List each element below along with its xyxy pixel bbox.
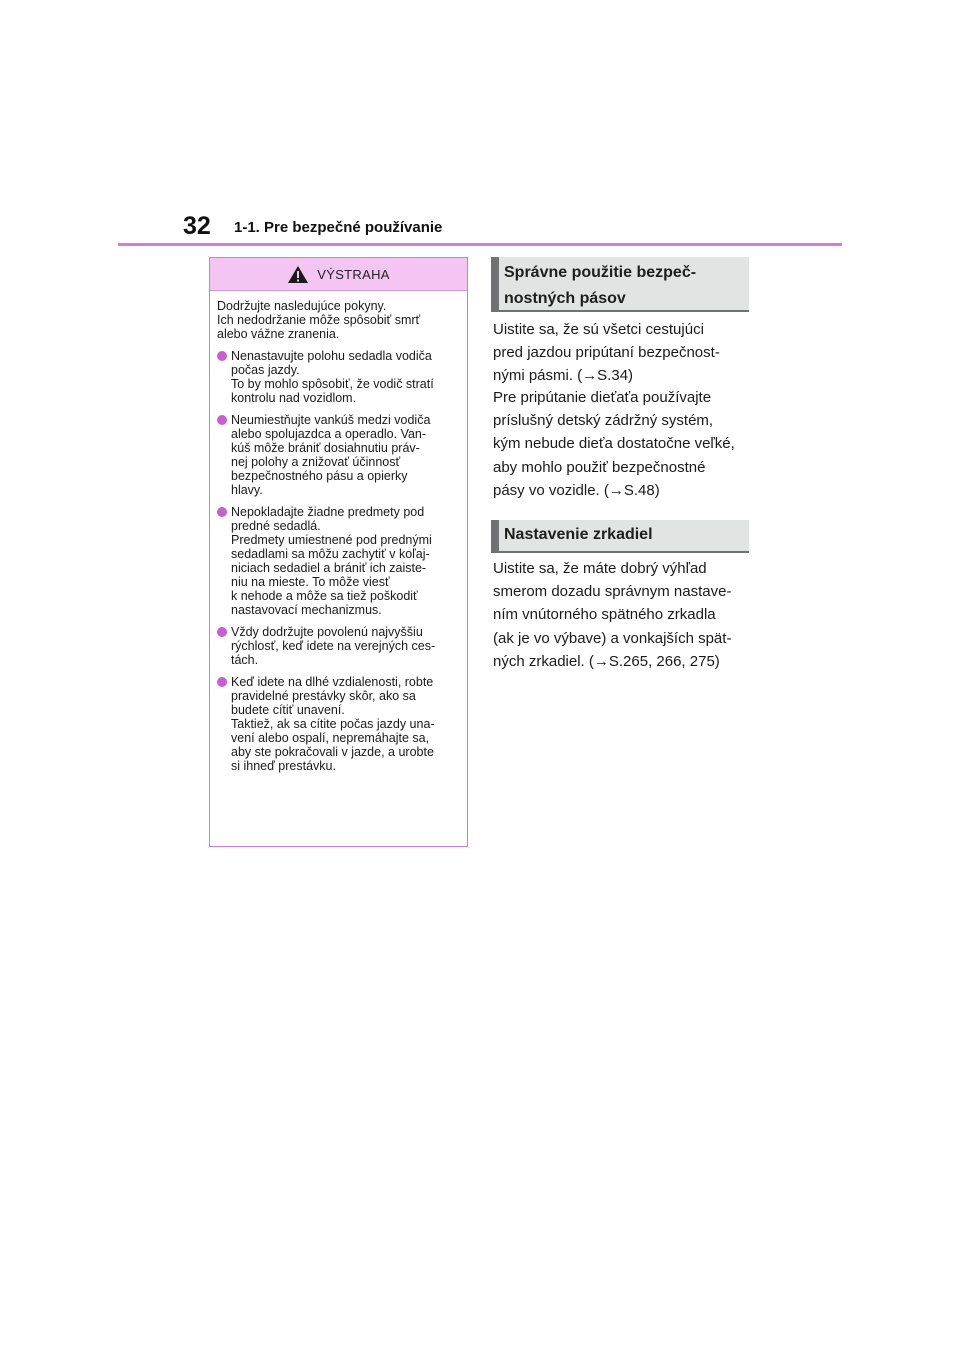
warning-intro: Dodržujte nasledujúce pokyny. Ich nedodržanie môže spôsobiť smrť alebo vážne zranenia.: [217, 299, 421, 341]
warning-item: [217, 349, 460, 405]
bullet-dot-icon: [217, 507, 227, 517]
warning-item-text: Nepokladajte žiadne predmety pod predné sedadlá. Predmety umiestnené pod prednými sedadlami sa môžu zachytiť v koľaj- niciach sedadiel a brániť ich zaiste- niu na mieste. To môže viesť k nehode a môže sa tiež poškodiť nastavovací mechanizmus.: [231, 505, 432, 617]
warning-item-text: Vždy dodržujte povolenú najvyššiu rýchlosť, keď idete na verejných ces- tách.: [231, 625, 436, 667]
bullet-dot-icon: [217, 415, 227, 425]
warning-item-text: Nenastavujte polohu sedadla vodiča počas jazdy. To by mohlo spôsobiť, že vodič stratí kontrolu nad vozidlom.: [231, 349, 434, 405]
warning-item: [217, 505, 460, 617]
warning-item: [217, 675, 460, 773]
warning-triangle-icon: [287, 265, 309, 284]
header-rule: [118, 243, 842, 246]
bullet-dot-icon: [217, 677, 227, 687]
bullet-dot-icon: [217, 627, 227, 637]
bullet-dot-icon: [217, 351, 227, 361]
warning-title: VÝSTRAHA: [317, 266, 390, 282]
seatbelts-heading: Správne použitie bezpeč- nostných pásov: [491, 257, 749, 312]
warning-body: [210, 291, 467, 773]
warning-item: [217, 413, 460, 497]
page-number: 32: [183, 212, 211, 240]
mirrors-heading: Nastavenie zrkadiel: [491, 520, 749, 553]
seatbelts-paragraph-2: Pre pripútanie dieťaťa používajte príslušný detský zádržný systém, kým nebude dieťa dostatočne veľké, aby mohlo použiť bezpečnostné pásy vo vozidle. (→S.48): [493, 389, 735, 499]
mirrors-paragraph: Uistite sa, že máte dobrý výhľad smerom dozadu správnym nastave- ním vnútorného spätného zrkadla (ak je vo výbave) a vonkajších spät- ných zrkadiel. (→S.265, 266, 275): [493, 560, 732, 670]
warning-header: [210, 258, 467, 291]
section-title: 1-1. Pre bezpečné používanie: [234, 219, 443, 236]
warning-item-text: Neumiestňujte vankúš medzi vodiča alebo spolujazdca a operadlo. Van- kúš môže brániť dosiahnutiu práv- nej polohy a znižovať účinnosť bezpečnostného pásu a opierky hlavy.: [231, 413, 431, 497]
warning-item: [217, 625, 460, 667]
seatbelts-paragraph-1: Uistite sa, že sú všetci cestujúci pred jazdou pripútaní bezpečnost- nými pásmi. (→S.34): [493, 321, 720, 385]
warning-box: [209, 257, 468, 847]
warning-item-text: Keď idete na dlhé vzdialenosti, robte pravidelné prestávky skôr, ako sa budete cítiť unavení. Taktiež, ak sa cítite počas jazdy una- vení alebo ospalí, nepremáhajte sa, aby ste pokračovali v jazde, a urobte si ihneď prestávku.: [231, 675, 435, 773]
